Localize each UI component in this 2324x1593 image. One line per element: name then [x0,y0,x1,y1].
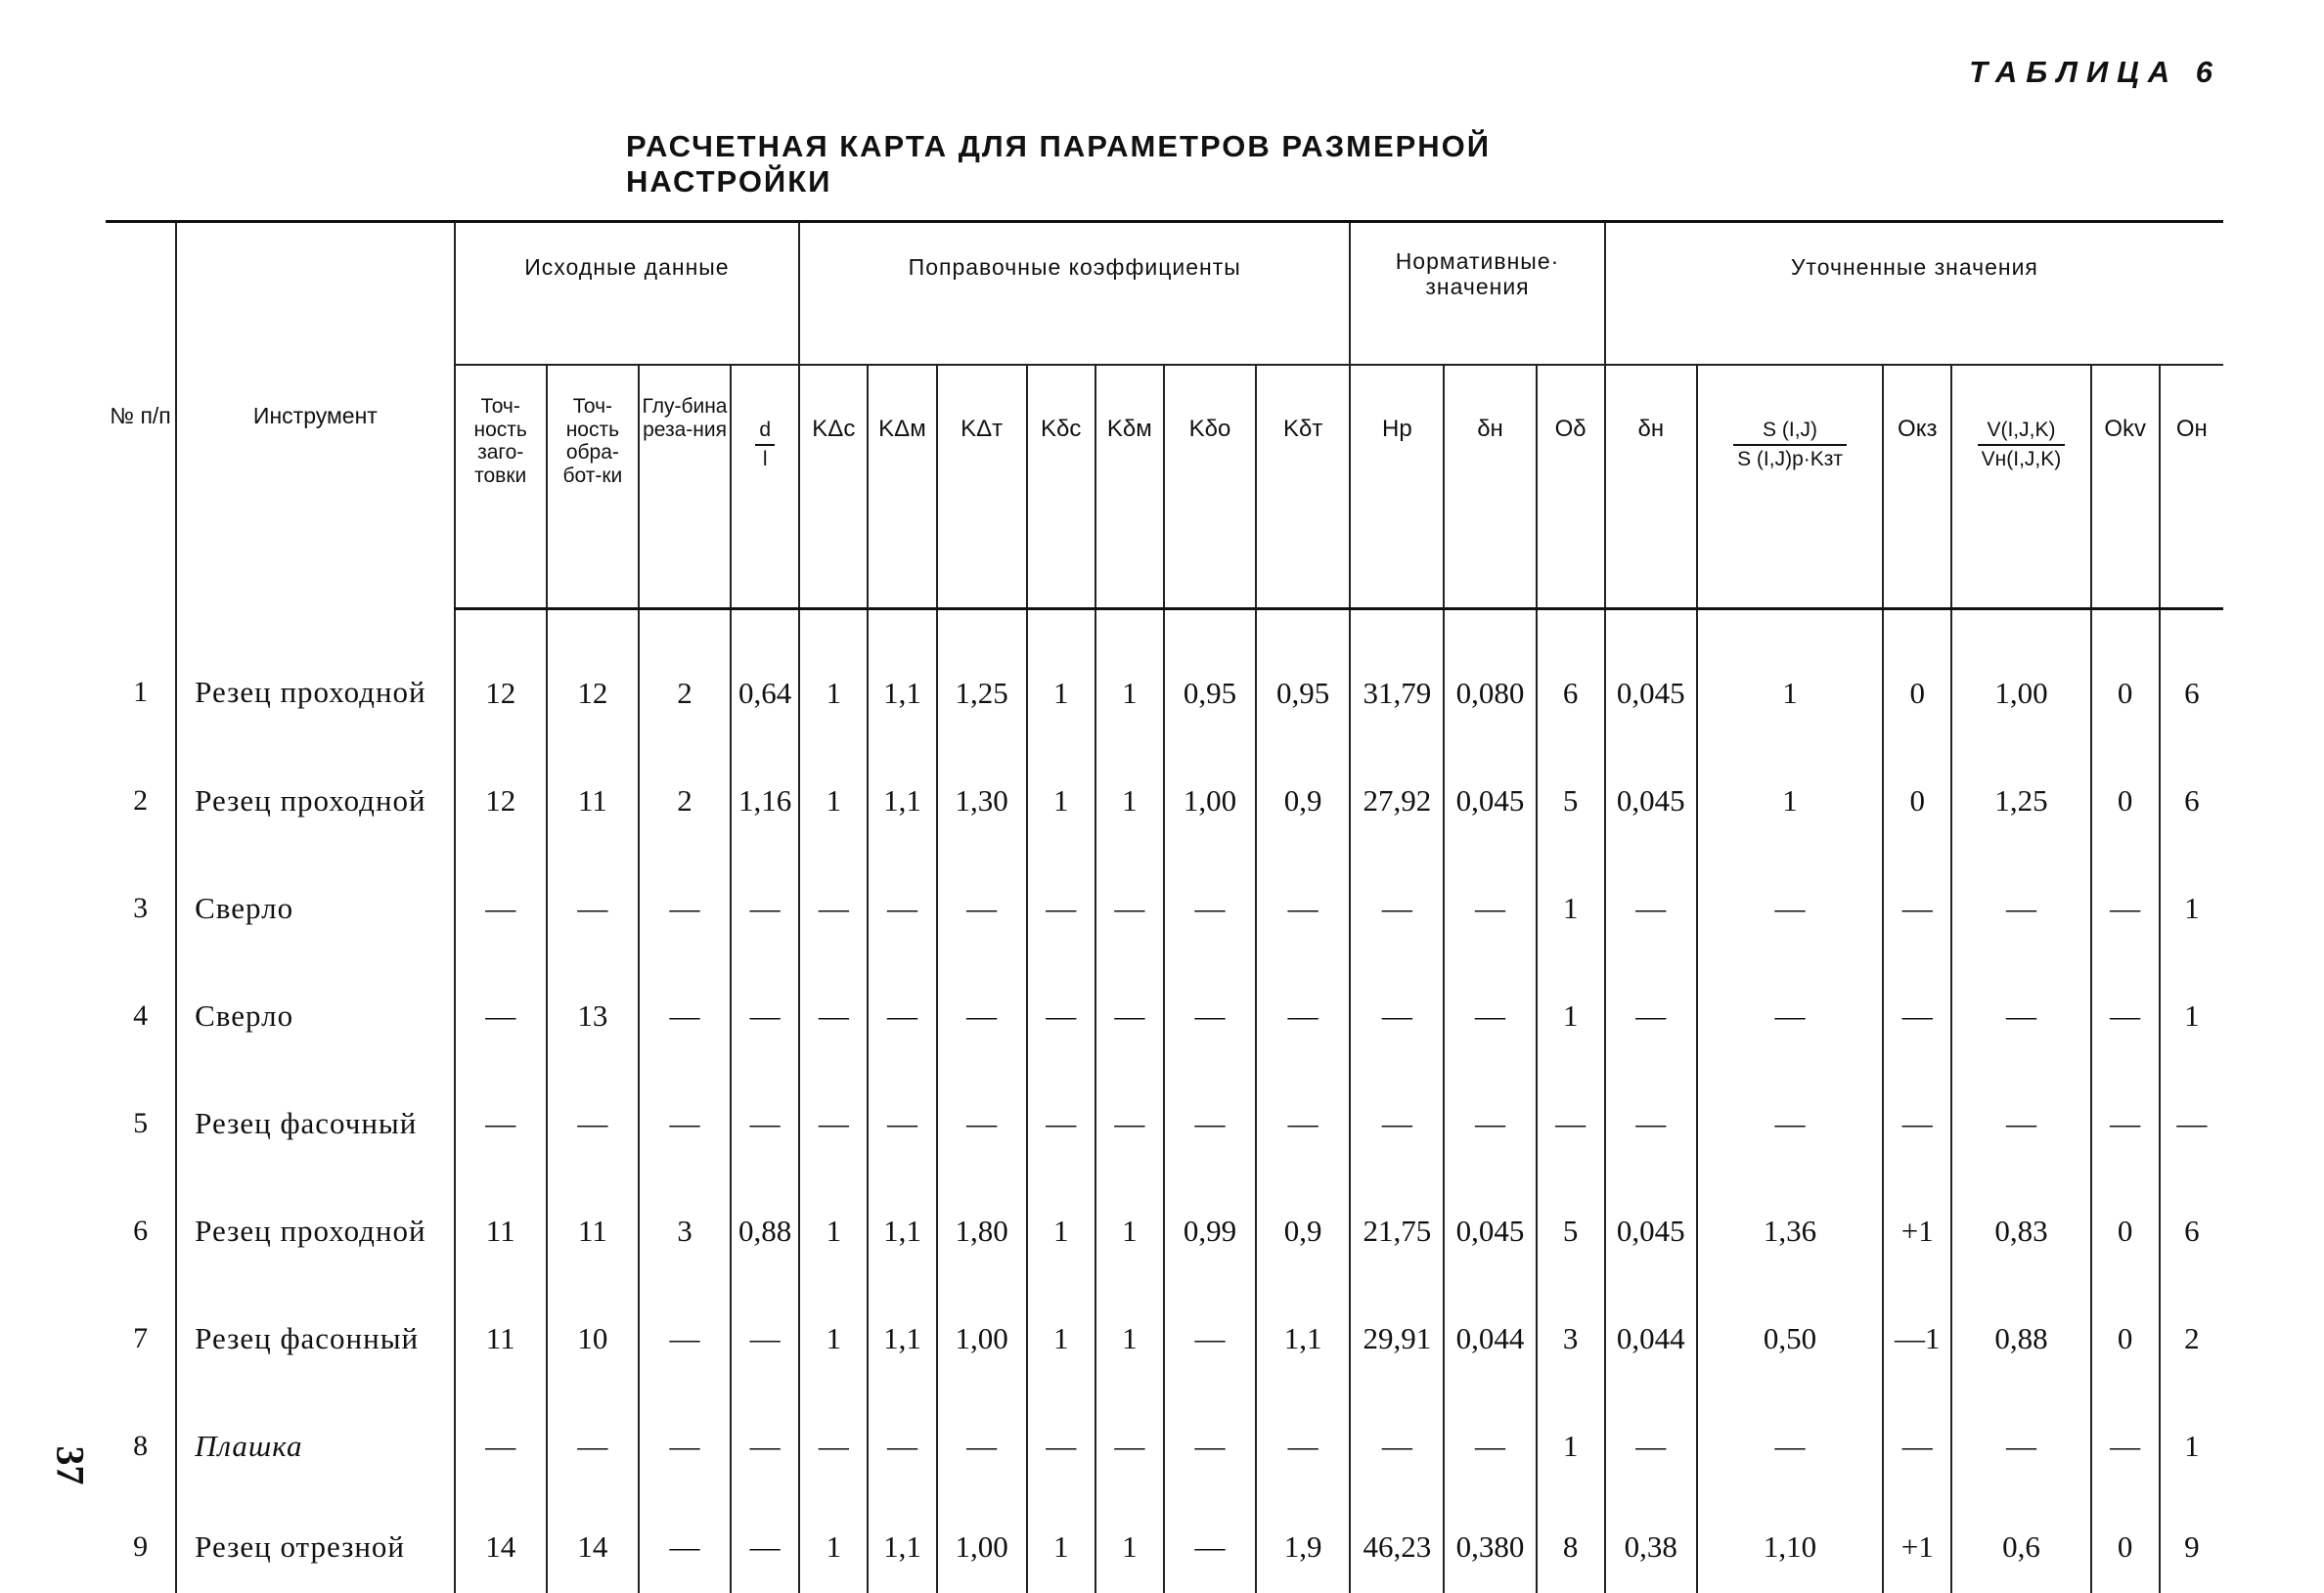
cell: 46,23 [1350,1500,1444,1593]
cell: 1,25 [1951,747,2090,855]
cell: — [1095,962,1164,1070]
cell: — [1605,1393,1697,1500]
cell: 10 [547,1285,639,1393]
header-k-bo: Kδо [1164,365,1256,609]
cell: 29,91 [1350,1285,1444,1393]
cell: — [639,962,731,1070]
table-row [106,747,2223,855]
cell: — [1350,962,1444,1070]
cell: — [455,855,547,962]
header-number: № п/п [106,222,176,609]
header-o-ks: Oкз [1883,365,1951,609]
cell: — [639,855,731,962]
cell: — [455,1070,547,1177]
table-row [106,1285,2223,1393]
row-number: 8 [106,1393,176,1500]
cell: — [1537,1070,1605,1177]
cell: 2 [2160,1285,2223,1393]
cell: 9 [2160,1500,2223,1593]
cell: — [1444,855,1536,962]
cell: —1 [1883,1285,1951,1393]
cell: 1 [1095,609,1164,748]
cell: — [1444,962,1536,1070]
cell: — [1444,1393,1536,1500]
cell: — [1164,1500,1256,1593]
cell: 1,00 [937,1500,1027,1593]
cell: 1 [1095,747,1164,855]
header-hp: Hр [1350,365,1444,609]
row-number: 4 [106,962,176,1070]
cell: — [1256,855,1350,962]
cell: 6 [2160,1177,2223,1285]
header-k-bc: Kδc [1027,365,1095,609]
cell: 0,045 [1444,747,1536,855]
cell: 1 [1537,962,1605,1070]
cell: 6 [2160,747,2223,855]
cell: — [868,1393,936,1500]
cell: 1 [1027,747,1095,855]
cell: 3 [1537,1285,1605,1393]
cell: 1,1 [868,747,936,855]
row-tool: Резец фасонный [176,1285,455,1393]
cell: — [1883,1393,1951,1500]
page-number: 37 [48,1446,94,1485]
cell: — [1605,855,1697,962]
cell: 14 [547,1500,639,1593]
cell: — [731,1500,799,1593]
cell: 0,83 [1951,1177,2090,1285]
header-group-normative: Нормативные· значения [1350,222,1604,366]
cell: — [1256,1070,1350,1177]
cell: — [1697,1070,1883,1177]
cell: 3 [639,1177,731,1285]
cell: — [2160,1070,2223,1177]
header-group-refined: Уточненные значения [1605,222,2223,366]
cell: 1,1 [868,1177,936,1285]
cell: — [2091,1393,2160,1500]
cell: 0,6 [1951,1500,2090,1593]
cell: 21,75 [1350,1177,1444,1285]
cell: 1,9 [1256,1500,1350,1593]
cell: — [2091,855,2160,962]
table-row [106,1393,2223,1500]
cell: — [1951,1070,2090,1177]
cell: 12 [455,747,547,855]
cell: 1 [1697,609,1883,748]
table-row [106,609,2223,748]
fraction-d-over-l [755,417,775,472]
row-number: 7 [106,1285,176,1393]
cell: — [799,1070,868,1177]
page-title: РАСЧЕТНАЯ КАРТА ДЛЯ ПАРАМЕТРОВ РАЗМЕРНОЙ НАСТРОЙКИ [626,129,1702,199]
cell: — [1350,855,1444,962]
cell: 0 [2091,747,2160,855]
cell: 0,64 [731,609,799,748]
table-row [106,855,2223,962]
cell: — [1027,1393,1095,1500]
header-o-kv: Okv [2091,365,2160,609]
calculation-table-wrapper [106,220,2223,1593]
cell: 0,045 [1605,1177,1697,1285]
cell: 1 [1027,609,1095,748]
row-number: 2 [106,747,176,855]
cell: 5 [1537,1177,1605,1285]
cell: — [868,962,936,1070]
header-machining-accuracy: Точ-ность обра-бот-ки [547,365,639,609]
cell: — [1095,855,1164,962]
fraction-bottom: Vн(I,J,K) [1978,446,2066,473]
cell: 11 [455,1285,547,1393]
cell: — [1164,1393,1256,1500]
cell: — [1605,1070,1697,1177]
cell: — [731,855,799,962]
table-row [106,1070,2223,1177]
cell: — [731,962,799,1070]
cell: 1,36 [1697,1177,1883,1285]
cell: 1 [2160,1393,2223,1500]
fraction-top: V(I,J,K) [1978,417,2066,446]
cell: 1 [1537,855,1605,962]
cell: — [1883,855,1951,962]
cell: — [1164,962,1256,1070]
cell: 1,25 [937,609,1027,748]
cell: — [547,855,639,962]
cell: — [1256,1393,1350,1500]
header-o-n: Oн [2160,365,2223,609]
cell: 1,30 [937,747,1027,855]
header-k-bt: Kδт [1256,365,1350,609]
cell: 0,50 [1697,1285,1883,1393]
row-number: 1 [106,609,176,748]
header-delta-n: δн [1444,365,1536,609]
cell: 0 [2091,1177,2160,1285]
cell: — [547,1070,639,1177]
cell: 0,9 [1256,1177,1350,1285]
cell: 1 [1027,1177,1095,1285]
cell: 1 [799,609,868,748]
header-v-ratio [1951,365,2090,609]
cell: 0 [2091,1285,2160,1393]
cell: 0,9 [1256,747,1350,855]
row-tool: Сверло [176,962,455,1070]
row-tool: Резец фасочный [176,1070,455,1177]
cell: 1,16 [731,747,799,855]
cell: — [547,1393,639,1500]
header-o-delta: Oδ [1537,365,1605,609]
cell: 1 [1027,1285,1095,1393]
cell: 0 [1883,747,1951,855]
cell: — [1444,1070,1536,1177]
cell: — [1027,855,1095,962]
cell: 31,79 [1350,609,1444,748]
row-tool: Резец отрезной [176,1500,455,1593]
cell: — [1697,1393,1883,1500]
cell: 0,88 [731,1177,799,1285]
cell: 1 [1095,1177,1164,1285]
cell: — [799,962,868,1070]
calculation-table [106,220,2223,1593]
fraction-s-ratio [1733,417,1847,472]
cell: 0,045 [1605,747,1697,855]
header-group-source: Исходные данные [455,222,800,366]
cell: — [2091,962,2160,1070]
cell: 27,92 [1350,747,1444,855]
cell: 5 [1537,747,1605,855]
cell: — [1605,962,1697,1070]
row-tool: Сверло [176,855,455,962]
cell: 12 [547,609,639,748]
cell: 11 [547,1177,639,1285]
cell: — [1350,1070,1444,1177]
cell: — [639,1500,731,1593]
fraction-v-ratio [1978,417,2066,472]
header-k-dt: KΔт [937,365,1027,609]
cell: — [1256,962,1350,1070]
cell: 0,044 [1605,1285,1697,1393]
header-delta-n-refined: δн [1605,365,1697,609]
row-number: 6 [106,1177,176,1285]
cell: — [1164,1285,1256,1393]
row-tool: Резец проходной [176,1177,455,1285]
cell: 1 [799,1285,868,1393]
cell: — [1164,855,1256,962]
cell: — [937,855,1027,962]
cell: — [455,962,547,1070]
cell: — [639,1070,731,1177]
fraction-bottom: l [755,446,775,473]
cell: — [868,1070,936,1177]
cell: +1 [1883,1177,1951,1285]
cell: — [455,1393,547,1500]
cell: — [799,855,868,962]
cell: 8 [1537,1500,1605,1593]
fraction-bottom: S (I,J)р·Kзт [1733,446,1847,473]
cell: 1,00 [1951,609,2090,748]
cell: 1 [1095,1285,1164,1393]
header-k-bm: Kδм [1095,365,1164,609]
cell: 12 [455,609,547,748]
header-k-dc: KΔc [799,365,868,609]
cell: 1 [1697,747,1883,855]
cell: — [1697,855,1883,962]
cell: 1 [799,747,868,855]
row-tool: Плашка [176,1393,455,1500]
cell: 1,00 [1164,747,1256,855]
fraction-top: S (I,J) [1733,417,1847,446]
table-row [106,1500,2223,1593]
cell: 1 [799,1177,868,1285]
header-group-correction: Поправочные коэффициенты [799,222,1350,366]
cell: — [1951,855,2090,962]
cell: — [1350,1393,1444,1500]
row-tool: Резец проходной [176,747,455,855]
cell: 0 [2091,609,2160,748]
cell: 6 [1537,609,1605,748]
cell: 0,95 [1256,609,1350,748]
cell: — [937,1070,1027,1177]
cell: — [1164,1070,1256,1177]
header-s-ratio [1697,365,1883,609]
cell: 1 [2160,855,2223,962]
cell: — [2091,1070,2160,1177]
table-body [106,609,2223,1593]
cell: 14 [455,1500,547,1593]
cell: 1,10 [1697,1500,1883,1593]
cell: — [1883,1070,1951,1177]
cell: 1 [799,1500,868,1593]
cell: — [937,962,1027,1070]
cell: 1,80 [937,1177,1027,1285]
cell: 1,1 [1256,1285,1350,1393]
cell: 1 [1537,1393,1605,1500]
table-header [106,222,2223,609]
cell: 1 [1027,1500,1095,1593]
cell: — [1095,1393,1164,1500]
header-tool: Инструмент [176,222,455,609]
cell: 1 [2160,962,2223,1070]
cell: — [868,855,936,962]
cell: 0 [1883,609,1951,748]
cell: 0 [2091,1500,2160,1593]
cell: 0,99 [1164,1177,1256,1285]
cell: 0,95 [1164,609,1256,748]
header-k-dm: KΔм [868,365,936,609]
cell: — [731,1070,799,1177]
cell: — [1095,1070,1164,1177]
cell: — [1951,1393,2090,1500]
cell: 2 [639,747,731,855]
cell: +1 [1883,1500,1951,1593]
cell: 0,045 [1444,1177,1536,1285]
cell: 1,1 [868,609,936,748]
cell: 0,380 [1444,1500,1536,1593]
cell: 1 [1095,1500,1164,1593]
cell: — [639,1285,731,1393]
row-tool: Резец проходной [176,609,455,748]
cell: 11 [547,747,639,855]
cell: — [731,1285,799,1393]
cell: 1,1 [868,1285,936,1393]
cell: — [1951,962,2090,1070]
cell: — [1027,962,1095,1070]
row-number: 9 [106,1500,176,1593]
row-number: 3 [106,855,176,962]
cell: 1,00 [937,1285,1027,1393]
cell: — [1027,1070,1095,1177]
header-blank-accuracy: Точ-ность заго-товки [455,365,547,609]
table-label: ТАБЛИЦА 6 [1969,55,2221,90]
cell: 6 [2160,609,2223,748]
cell: 0,88 [1951,1285,2090,1393]
cell: — [1883,962,1951,1070]
table-row [106,1177,2223,1285]
row-number: 5 [106,1070,176,1177]
cell: 0,080 [1444,609,1536,748]
cell: 0,044 [1444,1285,1536,1393]
cell: 2 [639,609,731,748]
header-d-over-l [731,365,799,609]
cell: 0,38 [1605,1500,1697,1593]
cell: — [799,1393,868,1500]
cell: 1,1 [868,1500,936,1593]
cell: 0,045 [1605,609,1697,748]
cell: — [937,1393,1027,1500]
table-row [106,962,2223,1070]
cell: 11 [455,1177,547,1285]
cell: — [639,1393,731,1500]
header-cut-depth: Глу-бина реза-ния [639,365,731,609]
cell: 13 [547,962,639,1070]
cell: — [731,1393,799,1500]
cell: — [1697,962,1883,1070]
fraction-top: d [755,417,775,446]
